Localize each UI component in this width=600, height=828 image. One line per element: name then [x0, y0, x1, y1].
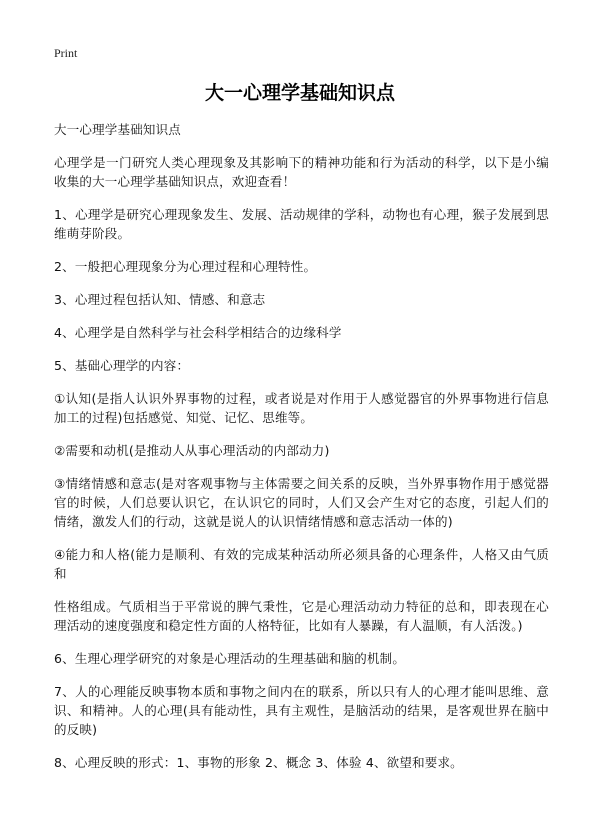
point-8-paragraph: 8、心理反映的形式：1、事物的形象 2、概念 3、体验 4、欲望和要求。: [54, 755, 463, 770]
point-5-item-4: ④能力和人格(能力是顺利、有效的完成某种活动所必须具备的心理条件，人格又由气质和: [54, 547, 549, 581]
point-1-paragraph: 1、心理学是研究心理现象发生、发展、活动规律的学科，动物也有心理，猴子发展到思维萌芽阶段。: [54, 207, 549, 241]
print-link[interactable]: Print: [54, 46, 78, 60]
point-5-item-4-continued: 性格组成。气质相当于平常说的脾气秉性，它是心理活动动力特征的总和，即表现在心理活动的速度强度和稳定性方面的人格特征，比如有人暴躁，有人温顺，有人活泼。): [54, 599, 549, 633]
subtitle-paragraph: 大一心理学基础知识点: [54, 122, 182, 137]
document-body: [54, 120, 549, 786]
point-5-item-3: ③情绪情感和意志(是对客观事物与主体需要之间关系的反映，当外界事物作用于感觉器官的时候，人们总要认识它，在认识它的同时，人们又会产生对它的态度，引起人们的情绪，激发人们的行动，这就是说人的认识情绪情感和意志活动一体的): [54, 476, 549, 529]
point-6-paragraph: 6、生理心理学研究的对象是心理活动的生理基础和脑的机制。: [54, 651, 406, 666]
intro-paragraph: 心理学是一门研究人类心理现象及其影响下的精神功能和行为活动的科学，以下是小编收集的大一心理学基础知识点，欢迎查看！: [54, 155, 549, 189]
point-4-paragraph: 4、心理学是自然科学与社会科学相结合的边缘科学: [54, 325, 342, 340]
point-2-paragraph: 2、一般把心理现象分为心理过程和心理特性。: [54, 259, 317, 274]
point-7-paragraph: 7、人的心理能反映事物本质和事物之间内在的联系，所以只有人的心理才能叫思维、意识、和精神。人的心理(具有能动性，具有主观性，是脑活动的结果，是客观世界在脑中的反映): [54, 684, 549, 737]
point-5-item-1: ①认知(是指人认识外界事物的过程，或者说是对作用于人感觉器官的外界事物进行信息加工的过程)包括感觉、知觉、记忆、思维等。: [54, 391, 549, 425]
point-5-item-2: ②需要和动机(是推动人从事心理活动的内部动力): [54, 443, 330, 458]
point-3-paragraph: 3、心理过程包括认知、情感、和意志: [54, 292, 266, 307]
page-title: 大一心理学基础知识点: [204, 82, 395, 104]
point-5-heading: 5、基础心理学的内容：: [54, 358, 190, 373]
